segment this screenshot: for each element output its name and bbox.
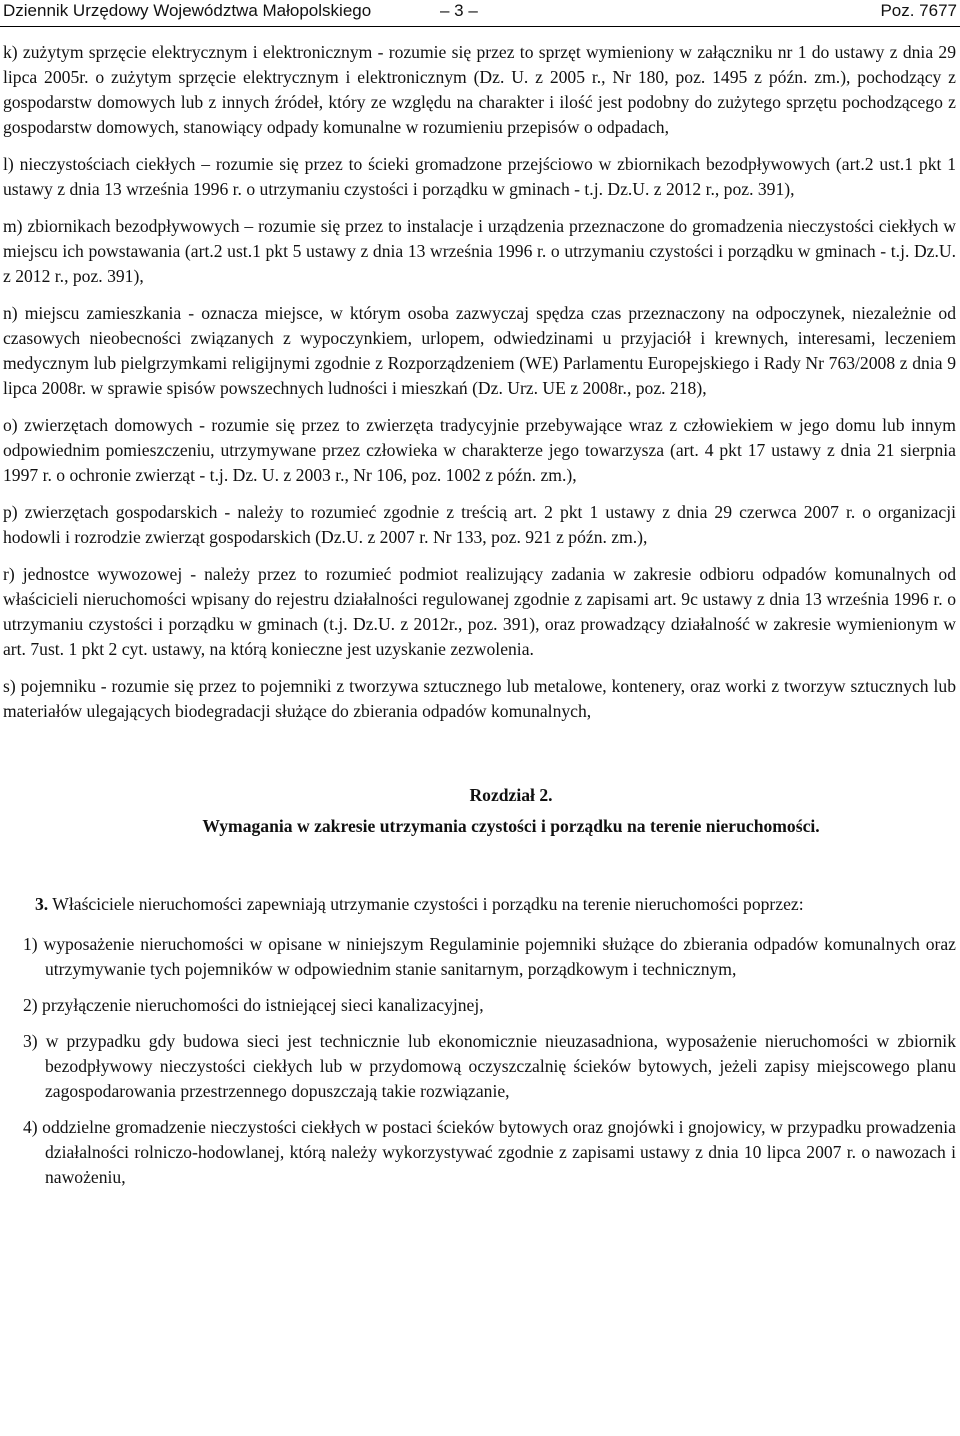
definition-s: s) pojemniku - rozumie się przez to pojemniki z tworzywa sztucznego lub metalowe, kontenery, oraz worki z tworzyw sztucznych lub materiałów ulegających biodegradacji służące do zbierania odpadów komunalnych, [3,676,956,721]
definition-l: l) nieczystościach ciekłych – rozumie się przez to ścieki gromadzone przejściowo w zbiornikach bezodpływowych (art.2 ust.1 pkt 1 ustawy z dnia 13 września 1996 r. o utrzymaniu czystości i porządku w gminach - t.j. Dz.U. z 2012 r., poz. 391), [3,154,956,199]
section-3-item-1: 1) wyposażenie nieruchomości w opisane w niniejszym Regulaminie pojemniki służące do zbierania odpadów komunalnych oraz utrzymywanie tych pojemników w odpowiednim stanie sanitarnym, porządkowym i technicznym, [23,934,956,979]
page-number: – 3 – [440,1,478,20]
definition-r: r) jednostce wywozowej - należy przez to rozumieć podmiot realizujący zadania w zakresie odbioru odpadów komunalnych od właścicieli nieruchomości wpisany do rejestru działalności regulowanej zgodnie z zapisami art. 9c ustawy z dnia 13 września 1996 r. o utrzymaniu czystości i porządku w gminach (t.j. Dz.U. z 2012r., poz. 391), oraz prowadzący działalność w zakresie wymienionym w art. 7ust. 1 pkt 2 cyt. ustawy, na którą konieczne jest uzyskanie zezwolenia. [3,564,956,659]
section-3-intro [3,892,956,917]
definition-k: k) zużytym sprzęcie elektrycznym i elektronicznym - rozumie się przez to sprzęt wymieniony w załączniku nr 1 do ustawy z dnia 29 lipca 2005r. o zużytym sprzęcie elektrycznym i elektronicznym (Dz. U. z 2005 r., Nr 180, poz. 1495 z późn. zm.), pochodzący z gospodarstw domowych lub z innych źródeł, który ze względu na charakter i ilość jest podobny do zużytego sprzętu pochodzącego z gospodarstw domowych, stanowiący odpady komunalne w rozumieniu przepisów o odpadach, [3,42,956,137]
definition-o: o) zwierzętach domowych - rozumie się przez to zwierzęta tradycyjnie przebywające wraz z człowiekiem w jego domu lub innym odpowiednim pomieszczeniu, utrzymywane przez człowieka w charakterze jego towarzysza (art. 4 pkt 17 ustawy z dnia 21 sierpnia 1997 r. o ochronie zwierząt - t.j. Dz. U. z 2003 r., Nr 106, poz. 1002 z późn. zm.), [3,415,956,485]
definition-p: p) zwierzętach gospodarskich - należy to rozumieć zgodnie z treścią art. 2 pkt 1 ustawy z dnia 29 czerwca 2007 r. o organizacji hodowli i rozrodzie zwierząt gospodarskich (Dz.U. z 2007 r. Nr 133, poz. 921 z późn. zm.), [3,502,956,547]
section-3-text: Właściciele nieruchomości zapewniają utrzymanie czystości i porządku na terenie nieruchomości poprzez: [48,894,804,914]
section-number: 3. [35,894,49,914]
section-3-item-2: 2) przyłączenie nieruchomości do istniejącej sieci kanalizacyjnej, [23,995,484,1015]
section-3-item-3: 3) w przypadku gdy budowa sieci jest technicznie lub ekonomicznie nieuzasadniona, wyposażenie nieruchomości w zbiornik bezodpływowy nieczystości ciekłych lub w przydomową oczyszczalnię ścieków bytowych, jeżeli zapisy miejscowego planu zagospodarowania przestrzennego dopuszczają takie rozwiązanie, [23,1031,956,1101]
document-body [3,40,956,1201]
page-header [0,0,960,27]
chapter-label: Rozdział 2. [469,785,553,805]
definition-n: n) miejscu zamieszkania - oznacza miejsce, w którym osoba zazwyczaj spędza czas przeznaczony na odpoczynek, niezależnie od czasowych nieobecności związanych z wypoczynkiem, urlopem, odwiedzinami u przyjaciół i krewnych, interesami, leczeniem medycznym lub pielgrzymkami religijnymi zgodnie z Rozporządzeniem (WE) Parlamentu Europejskiego i Rady Nr 763/2008 z dnia 9 lipca 2008r. w sprawie spisów powszechnych ludności i mieszkań (Dz. Urz. UE z 2008r., poz. 218), [3,303,956,398]
section-3-item-4: 4) oddzielne gromadzenie nieczystości ciekłych w postaci ścieków bytowych oraz gnojówki i gnojowicy, w przypadku prowadzenia działalności rolniczo-hodowlanej, którą należy wykorzystywać zgodnie z zapisami ustawy z dnia 10 lipca 2007 r. o nawozach i nawożeniu, [23,1117,956,1187]
chapter-title: Wymagania w zakresie utrzymania czystości i porządku na terenie nieruchomości. [202,816,820,836]
position-number: Poz. 7677 [880,1,957,20]
definition-m: m) zbiornikach bezodpływowych – rozumie się przez to instalacje i urządzenia przeznaczone do gromadzenia nieczystości ciekłych w miejscu ich powstawania (art.2 ust.1 pkt 5 ustawy z dnia 13 września 1996 r. o utrzymaniu czystości i porządku w gminach - t.j. Dz.U. z 2012 r., poz. 391), [3,216,956,286]
journal-title: Dziennik Urzędowy Województwa Małopolskiego [3,1,372,20]
